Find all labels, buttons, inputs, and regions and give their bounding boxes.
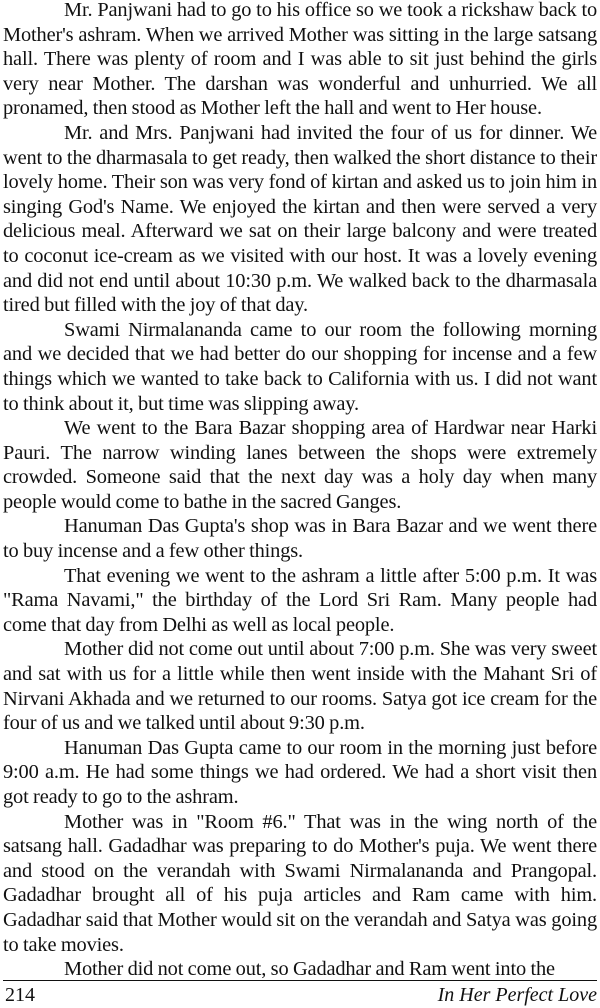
footer-rule [3, 980, 597, 981]
paragraph-4: We went to the Bara Bazar shopping area of Hardwar near Harki Pauri. The narrow winding lanes between the shops were extremely crowded. Someone said that the next day was a holy day when many people would come to bathe in the sacred Ganges. [3, 417, 597, 513]
paragraph-6: That evening we went to the ashram a little after 5:00 p.m. It was "Rama Navami," the birthday of the Lord Sri Ram. Many people had come that day from Delhi as well as local people. [3, 564, 597, 636]
paragraph-10: Mother did not come out, so Gadadhar and Ram went into the [64, 958, 555, 981]
paragraph-9: Mother was in "Room #6." That was in the wing north of the satsang hall. Gadadhar was preparing to do Mother's puja. We went there and stood on the verandah with Swami Nirmalananda and Prangopal. Gadadhar brought all of his puja articles and Ram came with him. Gadadhar said that Mother would sit on the verandah and Satya was going to take movies. [3, 810, 597, 956]
body-text [3, 0, 597, 982]
page-footer [3, 984, 597, 1008]
book-page [3, 0, 597, 1006]
paragraph-3: Swami Nirmalananda came to our room the following morning and we decided that we had better do our shopping for incense and a few things which we wanted to take back to California with us. I did not want to think about it, but time was slipping away. [3, 318, 597, 415]
paragraph-5: Hanuman Das Gupta's shop was in Bara Bazar and we went there to buy incense and a few other things. [3, 515, 597, 563]
page-number: 214 [5, 984, 35, 1006]
running-title: In Her Perfect Love [437, 984, 597, 1006]
paragraph-7: Mother did not come out until about 7:00 p.m. She was very sweet and sat with us for a little while then went inside with the Mahant Sri of Nirvani Akhada and we returned to our rooms. Satya got ice cream for the four of us and we talked until about 9:30 p.m. [3, 638, 597, 735]
paragraph-1: Mr. Panjwani had to go to his office so we took a rickshaw back to Mother's ashram. When we arrived Mother was sitting in the large satsang hall. There was plenty of room and I was able to sit just behind the girls very near Mother. The darshan was wonderful and unhurried. We all pronamed, then stood as Mother left the hall and went to Her house. [3, 0, 597, 120]
paragraph-8: Hanuman Das Gupta came to our room in the morning just before 9:00 a.m. He had some things we had ordered. We had a short visit then got ready to go to the ashram. [3, 736, 597, 808]
paragraph-2: Mr. and Mrs. Panjwani had invited the four of us for dinner. We went to the dharmasala to get ready, then walked the short distance to their lovely home. Their son was very fond of kirtan and asked us to join him in singing God's Name. We enjoyed the kirtan and then were served a very delicious meal. Afterward we sat on their large balcony and were treated to coconut ice-cream as we visited with our host. It was a lovely evening and did not end until about 10:30 p.m. We walked back to the dharmasala tired but filled with the joy of that day. [3, 121, 597, 317]
